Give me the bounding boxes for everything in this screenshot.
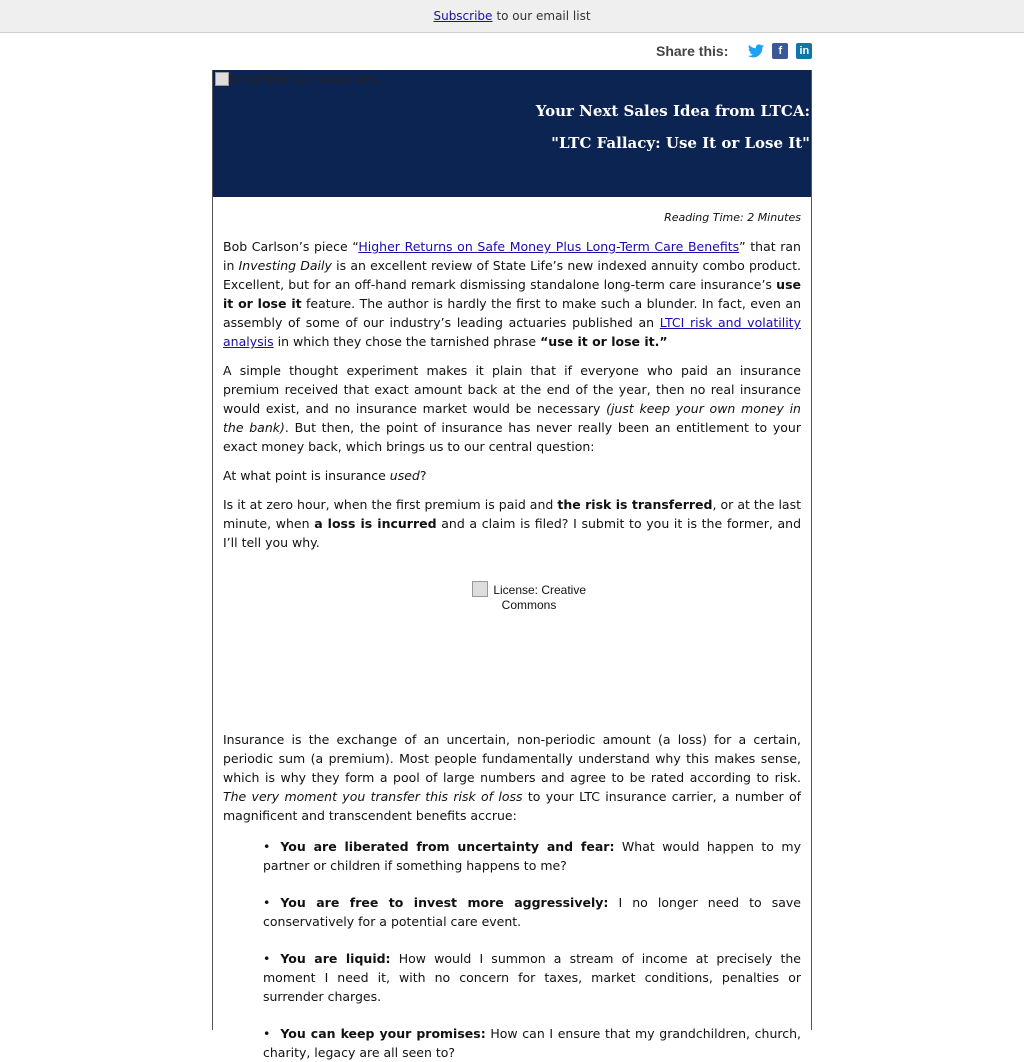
article-link-ltci-analysis[interactable]: LTCI risk and volatility analysis bbox=[223, 315, 801, 349]
emphasis: used bbox=[389, 468, 420, 483]
bullet-icon: • bbox=[263, 895, 271, 910]
logo-alt-text: Long Term Care Associates bbox=[231, 72, 378, 86]
bullet-icon: • bbox=[263, 1026, 271, 1041]
paragraph-4 bbox=[223, 495, 801, 552]
list-item bbox=[263, 837, 801, 875]
text: A simple thought experiment makes it plain that if everyone who paid an insurance premium received that exact amount back at the end of the year, then no real insurance would exist, and no insurance market would be necessary bbox=[223, 363, 801, 416]
text: ? bbox=[419, 468, 427, 483]
emphasis: a loss is incurred bbox=[314, 516, 437, 531]
benefit-title: You can keep your promises: bbox=[280, 1026, 486, 1041]
benefit-title: You are liberated from uncertainty and fear: bbox=[280, 839, 615, 854]
text: . But then, the point of insurance has never really been an entitlement to your exact money back, which brings us to our central question: bbox=[223, 420, 801, 454]
text: is an excellent review of State Life’s new indexed annuity combo product. Excellent, but for an off-hand remark dismissing standalone long-term care insurance’s bbox=[223, 258, 801, 292]
headline-secondary: "LTC Fallacy: Use It or Lose It" bbox=[551, 134, 810, 152]
twitter-icon[interactable] bbox=[748, 43, 764, 59]
paragraph-2 bbox=[223, 361, 801, 456]
emphasis: “use it or lose it.” bbox=[540, 334, 668, 349]
text: feature. The author is hardly the first to make such a blunder. In fact, even an assembly of some of our industry’s leading actuaries published an bbox=[223, 296, 801, 330]
share-label: Share this: bbox=[656, 43, 729, 59]
bullet-icon: • bbox=[263, 951, 271, 966]
linkedin-icon[interactable]: in bbox=[796, 43, 812, 59]
emphasis: use it or lose it bbox=[223, 277, 801, 311]
share-bar bbox=[656, 43, 812, 59]
text: in which they chose the tarnished phrase bbox=[273, 334, 541, 349]
reading-time: Reading Time: 2 Minutes bbox=[664, 211, 801, 224]
broken-image-icon bbox=[215, 72, 229, 86]
logo-image bbox=[215, 72, 378, 86]
benefit-text: I no longer need to save conservatively for a potential care event. bbox=[263, 895, 801, 929]
facebook-icon[interactable]: f bbox=[772, 43, 788, 59]
emphasis: The very moment you transfer this risk of loss bbox=[223, 789, 523, 804]
text: Is it at zero hour, when the first premium is paid and bbox=[223, 497, 558, 512]
emphasis: (just keep your own money in the bank) bbox=[223, 401, 801, 435]
article-image bbox=[223, 570, 801, 730]
subscribe-link[interactable]: Subscribe bbox=[433, 9, 493, 23]
benefits-list bbox=[263, 837, 801, 1062]
benefit-text: How can I ensure that my grandchildren, church, charity, legacy are all seen to? bbox=[263, 1026, 801, 1060]
list-item bbox=[263, 949, 801, 1006]
benefit-text: What would happen to my partner or children if something happens to me? bbox=[263, 839, 801, 873]
header-banner bbox=[213, 70, 811, 197]
article-link-higher-returns[interactable]: Higher Returns on Safe Money Plus Long-Term Care Benefits bbox=[358, 239, 740, 254]
benefit-text: How would I summon a stream of income at precisely the moment I need it, with no concern for taxes, market conditions, penalties or surrender charges. bbox=[263, 951, 801, 1004]
publication-name: Investing Daily bbox=[238, 258, 332, 273]
emphasis: the risk is transferred bbox=[557, 497, 713, 512]
image-alt-text: License: Creative Commons bbox=[493, 583, 587, 612]
article-body bbox=[213, 197, 811, 1062]
paragraph-5 bbox=[223, 730, 801, 825]
subscribe-text: to our email list bbox=[496, 9, 591, 23]
paragraph-1 bbox=[223, 237, 801, 351]
text: , or at the last minute, when bbox=[223, 497, 802, 531]
text: Insurance is the exchange of an uncertain, non-periodic amount (a loss) for a certain, periodic sum (a premium). Most people fundamentally understand why this makes sense, which is why they form a pool of large numbers and agree to be rated according to risk. bbox=[223, 732, 801, 785]
email-container bbox=[212, 70, 812, 1060]
text: At what point is insurance bbox=[223, 468, 390, 483]
list-item bbox=[263, 1024, 801, 1062]
text: to your LTC insurance carrier, a number of magnificent and transcendent benefits accrue: bbox=[223, 789, 802, 823]
subscribe-bar bbox=[0, 0, 1024, 33]
text: Bob Carlson’s piece “ bbox=[223, 239, 359, 254]
bullet-icon: • bbox=[263, 839, 271, 854]
text: and a claim is filed? I submit to you it is the former, and I’ll tell you why. bbox=[223, 516, 802, 550]
headline-primary: Your Next Sales Idea from LTCA: bbox=[535, 102, 810, 120]
benefit-title: You are liquid: bbox=[280, 951, 391, 966]
paragraph-3 bbox=[223, 466, 801, 485]
list-item bbox=[263, 893, 801, 931]
image-alt bbox=[464, 581, 594, 613]
text: ” that ran in bbox=[223, 239, 801, 273]
broken-image-icon bbox=[472, 581, 488, 597]
benefit-title: You are free to invest more aggressively: bbox=[280, 895, 609, 910]
